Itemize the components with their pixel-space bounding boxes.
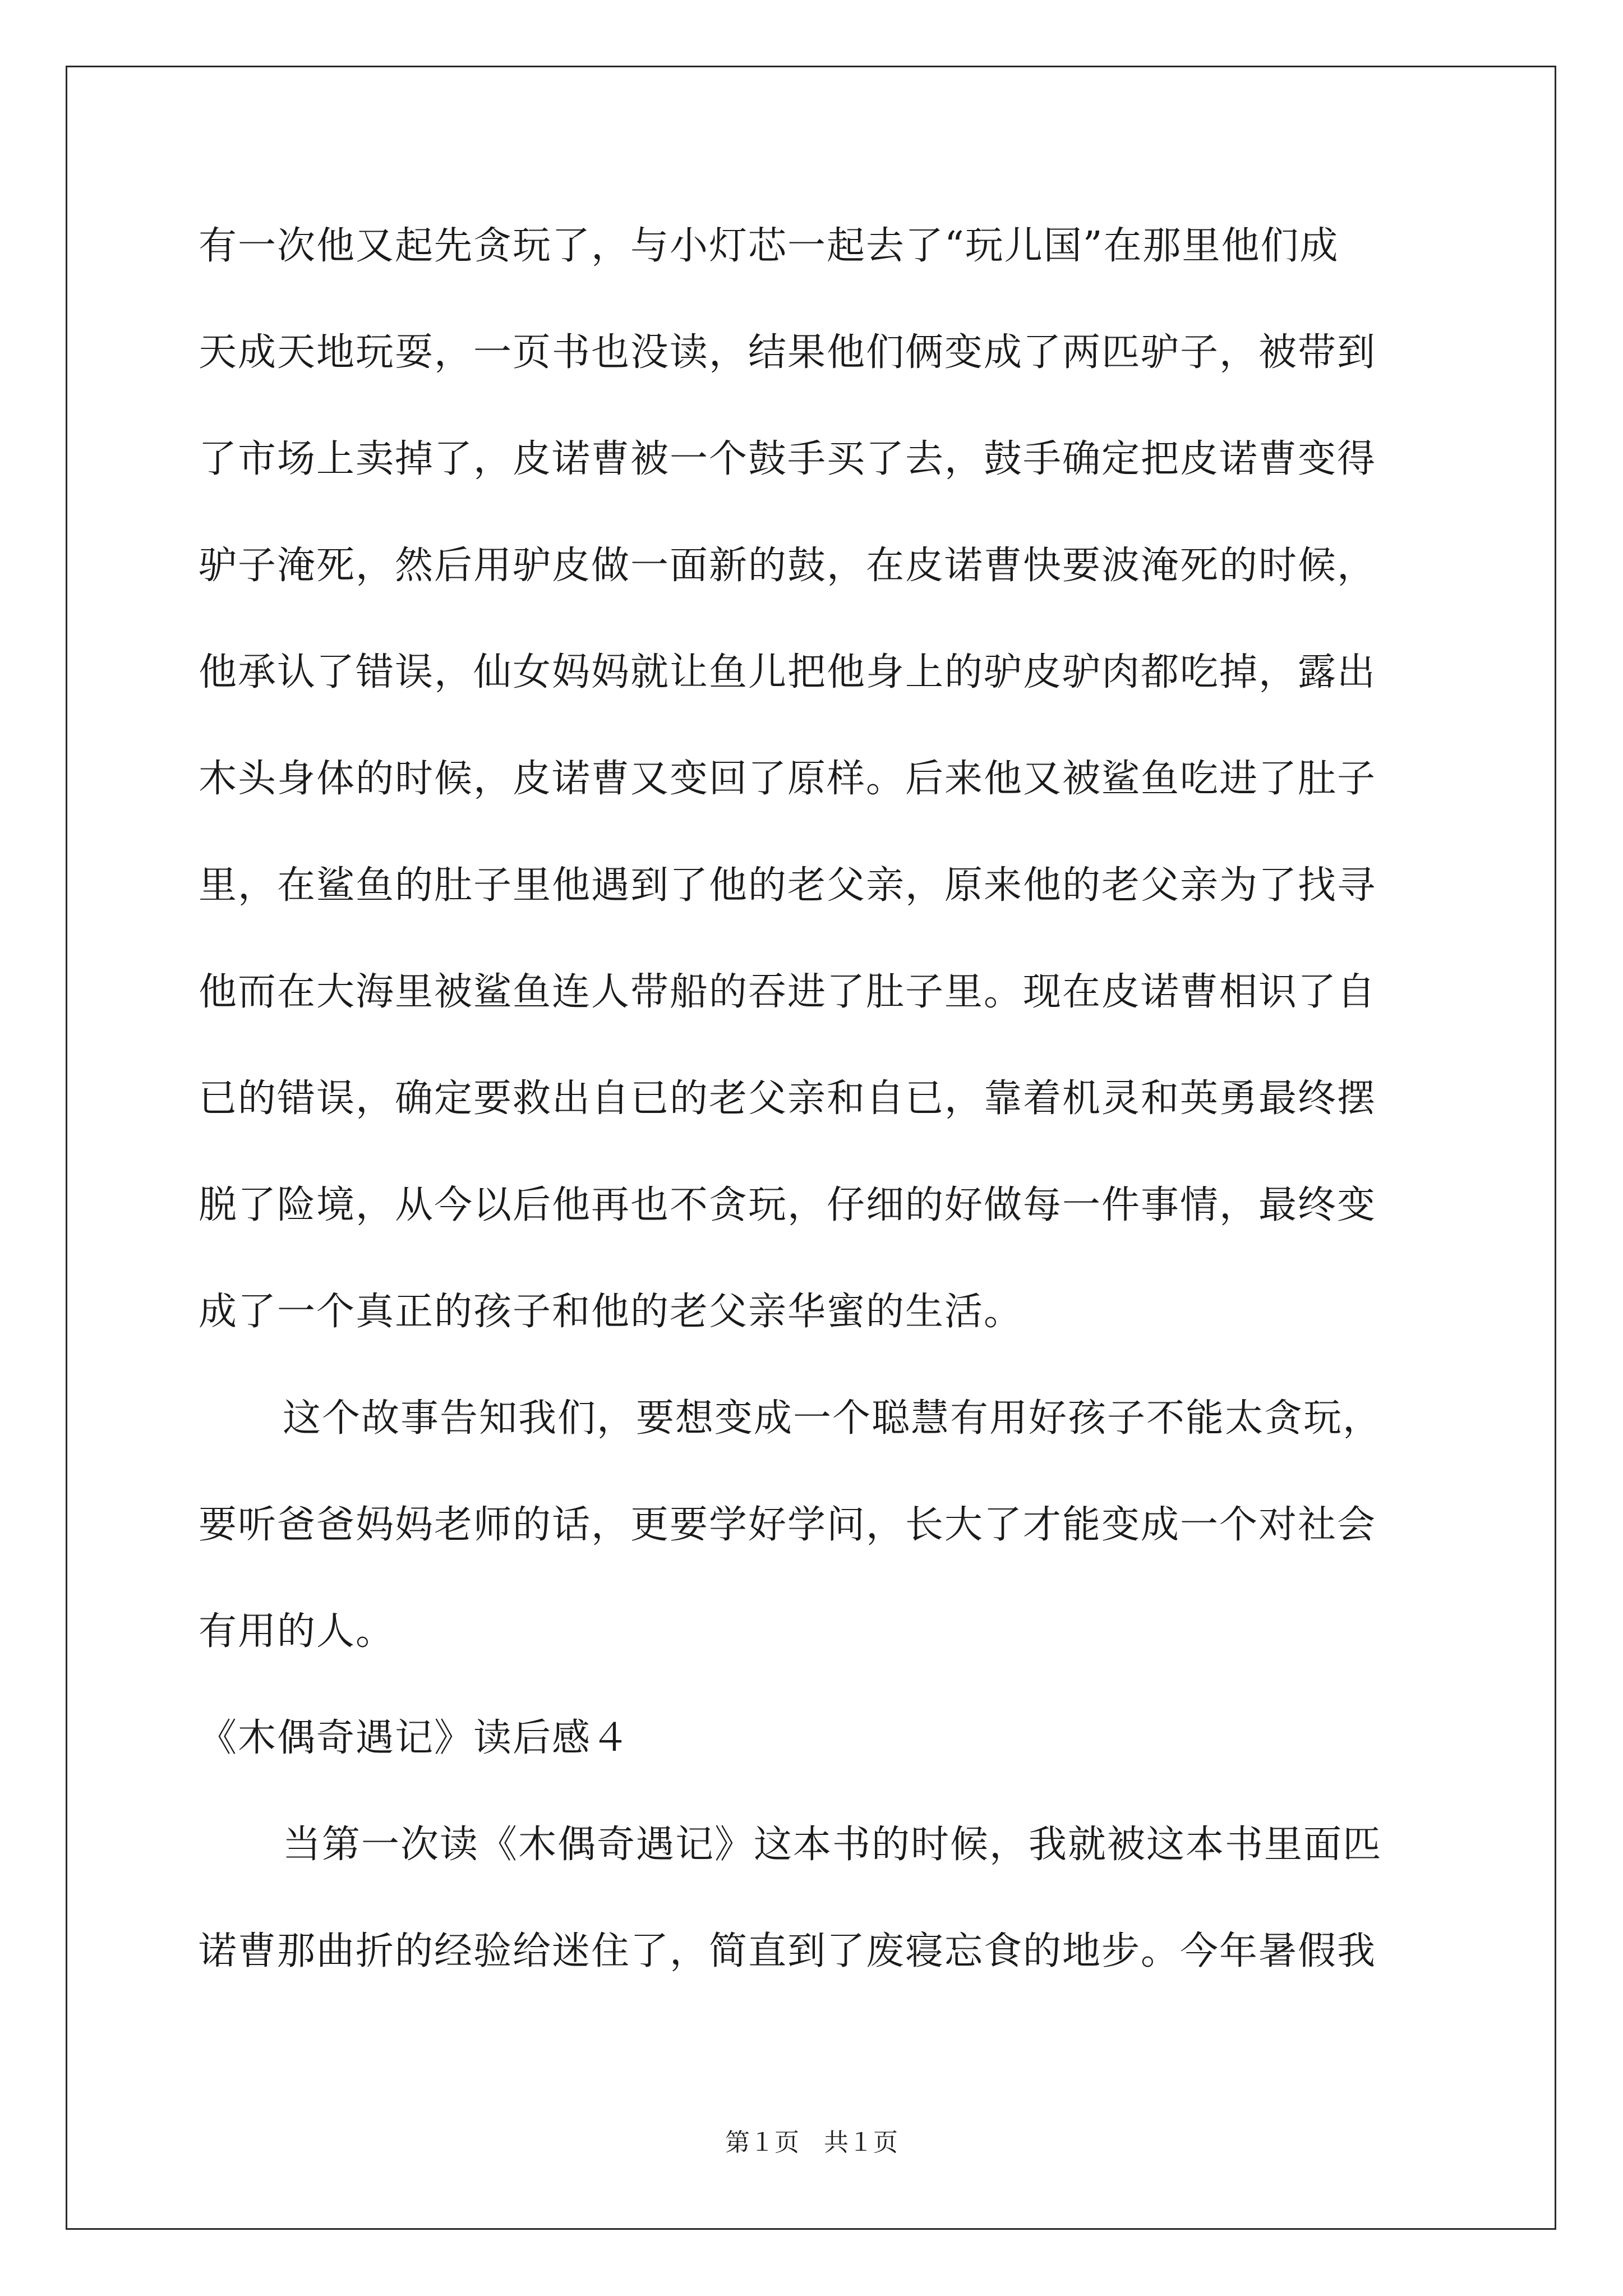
body-line: 驴子淹死，然后用驴皮做一面新的鼓，在皮诺曹快要波淹死的时候， bbox=[199, 544, 1377, 588]
paragraph-start-line: 当第一次读《木偶奇遇记》这本书的时候，我就被这本书里面匹 bbox=[283, 1823, 1382, 1867]
body-line: 已的错误，确定要救出自已的老父亲和自已，靠着机灵和英勇最终摆 bbox=[199, 1076, 1377, 1121]
body-line: 了市场上卖掉了，皮诺曹被一个鼓手买了去，鼓手确定把皮诺曹变得 bbox=[199, 437, 1377, 481]
body-line: 成了一个真正的孩子和他的老父亲华蜜的生活。 bbox=[199, 1290, 1023, 1334]
body-line: 要听爸爸妈妈老师的话，更要学好学问，长大了才能变成一个对社会 bbox=[199, 1503, 1377, 1547]
body-line: 有用的人。 bbox=[199, 1609, 395, 1654]
page-footer: 第１页 共１页 bbox=[725, 2128, 898, 2157]
body-line: 有一次他又起先贪玩了，与小灯芯一起去了“玩儿国”在那里他们成 bbox=[199, 224, 1339, 268]
paragraph-start-line: 这个故事告知我们，要想变成一个聪慧有用好孩子不能太贪玩， bbox=[283, 1396, 1382, 1441]
body-line: 天成天地玩耍，一页书也没读，结果他们俩变成了两匹驴子，被带到 bbox=[199, 330, 1377, 375]
body-line: 里，在鲨鱼的肚子里他遇到了他的老父亲，原来他的老父亲为了找寻 bbox=[199, 863, 1377, 908]
body-line: 他承认了错误，仙女妈妈就让鱼儿把他身上的驴皮驴肉都吃掉，露出 bbox=[199, 650, 1377, 694]
body-line: 他而在大海里被鲨鱼连人带船的吞进了肚子里。现在皮诺曹相识了自 bbox=[199, 970, 1377, 1014]
body-line: 木头身体的时候，皮诺曹又变回了原样。后来他又被鲨鱼吃进了肚子 bbox=[199, 757, 1377, 801]
section-heading: 《木偶奇遇记》读后感４ bbox=[199, 1716, 631, 1760]
body-line: 脱了险境，从今以后他再也不贪玩，仔细的好做每一件事情，最终变 bbox=[199, 1183, 1377, 1227]
body-line: 诺曹那曲折的经验给迷住了，简直到了废寝忘食的地步。今年暑假我 bbox=[199, 1929, 1377, 1973]
document-body bbox=[199, 215, 1430, 2027]
